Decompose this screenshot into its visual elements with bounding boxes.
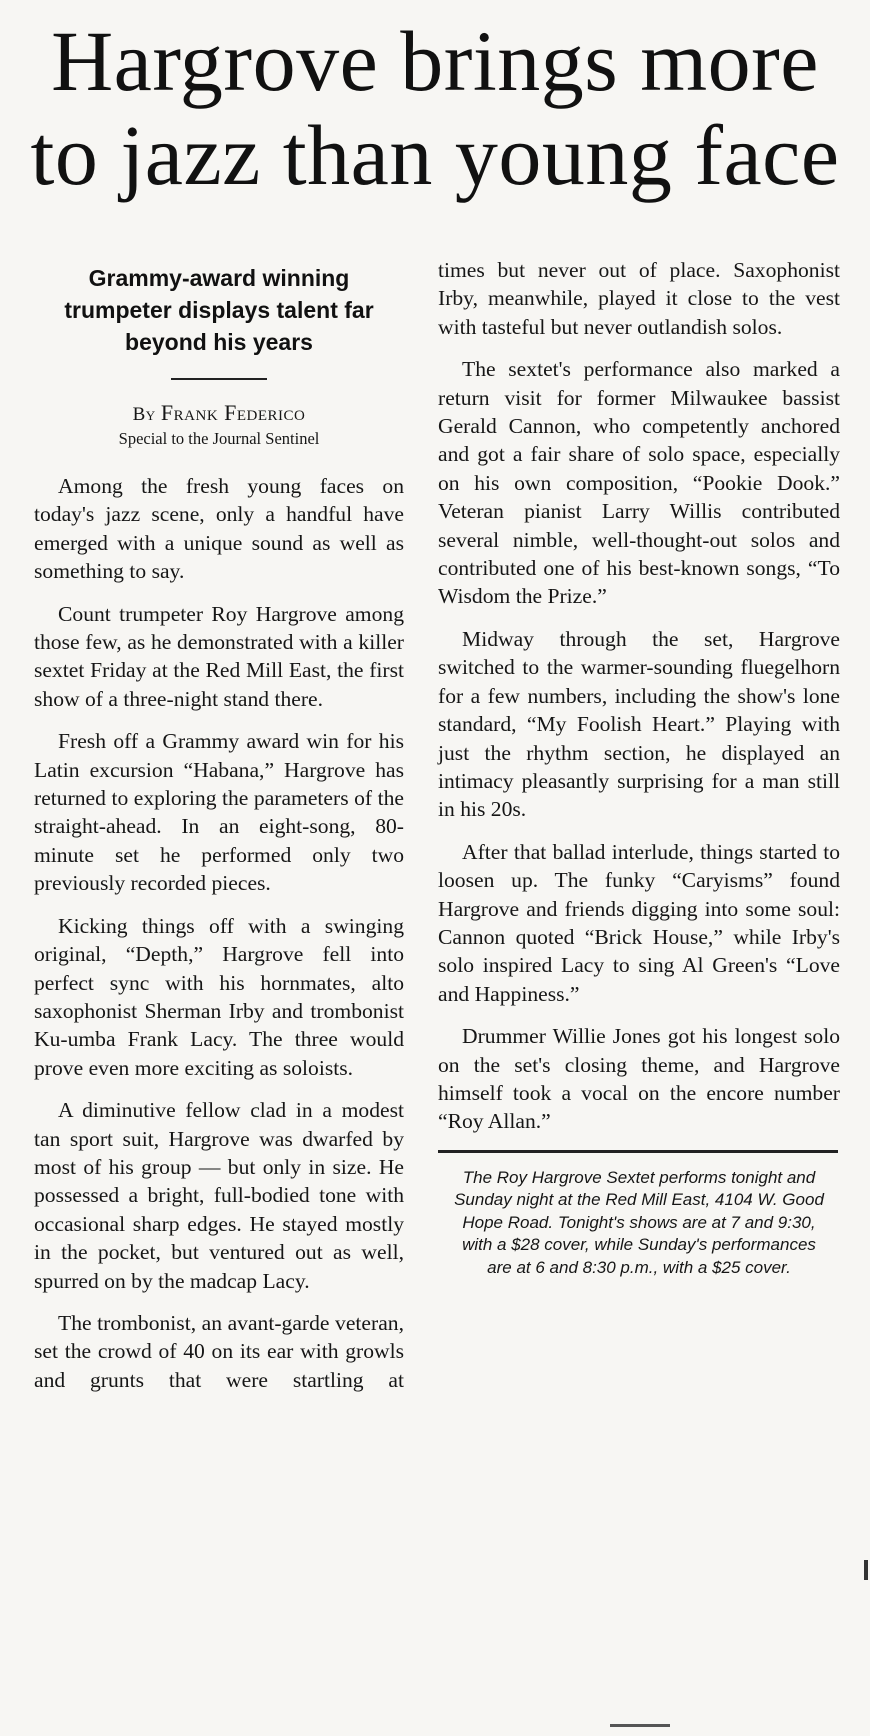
article-paragraph: Among the fresh young faces on today's jazz scene, only a handful have emerged with a unique sound as well as something to say.: [34, 474, 404, 584]
headline-line-2: to jazz than young face: [30, 107, 840, 203]
right-column: [438, 256, 840, 1279]
article-paragraph: The sextet's performance also marked a return visit for former Milwaukee bassist Gerald Cannon, who competently anchored and got a fair share of solo space, especially on his own composition, “Pookie Dook.” Veteran pianist Larry Willis contributed several nimble, well-thought-out solos and contributed one of his best-known songs, “To Wisdom the Prize.”: [438, 357, 840, 609]
article-paragraph: The trombonist, an avant-garde veteran, set the crowd of 40 on its ear with growls and grunts that were startling at: [34, 1310, 404, 1392]
article-paragraph: Kicking things off with a swinging original, “Depth,” Hargrove fell into perfect sync with his hornmates, alto saxophonist Sherman Irby and trombonist Ku-umba Frank Lacy. The three would prove even more exciting as soloists.: [34, 913, 404, 1080]
byline-by: By: [132, 404, 156, 425]
left-column: [34, 256, 404, 1408]
headline-line-1: Hargrove brings more: [51, 13, 819, 109]
byline-author: Frank Federico: [160, 400, 306, 425]
article-paragraph: Midway through the set, Hargrove switched to the warmer-sounding fluegelhorn for a few numbers, including the show's lone standard, “My Foolish Heart.” Playing with just the rhythm section, he displayed an intimacy pleasantly surprising for a man still in his 20s.: [438, 626, 840, 822]
scan-edge-mark: [864, 1560, 868, 1580]
byline-divider: [171, 378, 267, 380]
headline: [0, 14, 870, 202]
article-paragraph: Fresh off a Grammy award win for his Latin excursion “Habana,” Hargrove has returned to exploring the parameters of the straight-ahead. In an eight-song, 80-minute set he performed only two previously recorded pieces.: [34, 729, 404, 896]
article-paragraph: Drummer Willie Jones got his longest solo on the set's closing theme, and Hargrove himself took a vocal on the encore number “Roy Allan.”: [438, 1024, 840, 1134]
byline-credit: Special to the Journal Sentinel: [118, 429, 320, 448]
article-paragraph: times but never out of place. Saxophonist Irby, meanwhile, played it close to the vest with tasteful but never outlandish solos.: [438, 258, 840, 339]
byline: [34, 400, 404, 428]
performance-info-box: The Roy Hargrove Sextet performs tonight and Sunday night at the Red Mill East, 4104 W. Good Hope Road. Tonight's shows are at 7 and 9:30, with a $28 cover, while Sunday's performances are at 6 and 8:30 p.m., with a $25 cover.: [454, 1167, 824, 1277]
info-box-divider: [438, 1150, 838, 1153]
article-paragraph: Count trumpeter Roy Hargrove among those few, as he demonstrated with a killer sextet Friday at the Red Mill East, the first show of a three-night stand there.: [34, 601, 404, 711]
article-paragraph: After that ballad interlude, things started to loosen up. The funky “Caryisms” found Hargrove and friends digging into some soul: Cannon quoted “Brick House,” while Irby's solo inspired Lacy to sing Al Green's “Love and Happiness.”: [438, 839, 840, 1006]
article-paragraph: A diminutive fellow clad in a modest tan sport suit, Hargrove was dwarfed by most of his group — but only in size. He possessed a bright, full-bodied tone with occasional sharp edges. He stayed mostly in the pocket, but ventured out as well, spurred on by the madcap Lacy.: [34, 1098, 404, 1293]
deck-subheadline: Grammy-award winning trumpeter displays talent far beyond his years: [64, 265, 374, 355]
scan-bottom-mark: [610, 1724, 670, 1727]
